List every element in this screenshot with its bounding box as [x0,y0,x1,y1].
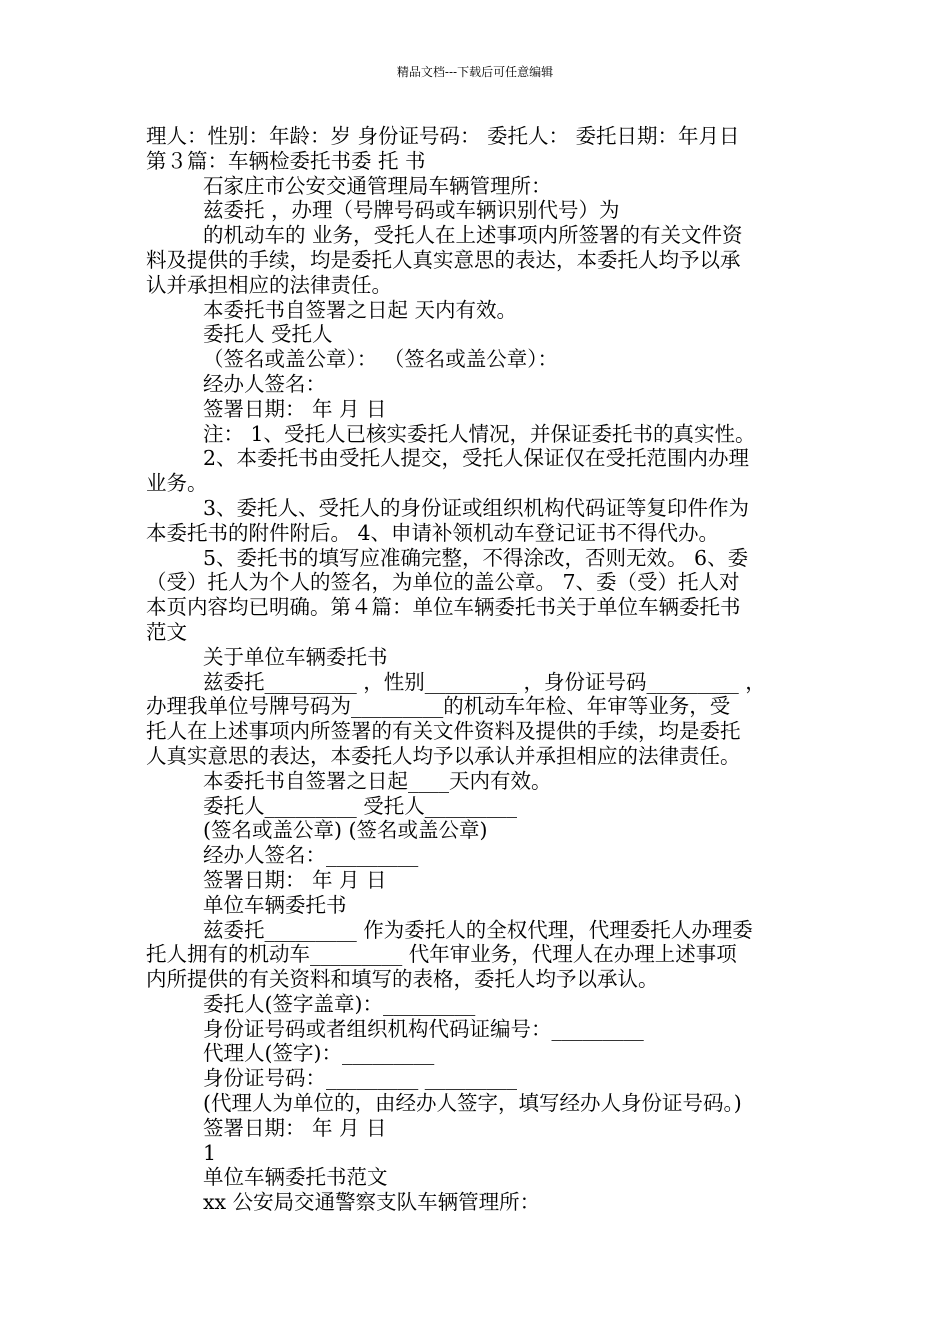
text-line: 内所提供的有关资料和填写的表格，委托人均予以承认。 [146,967,659,992]
text-line: （签名或盖公章）： （签名或盖公章）： [203,347,559,372]
text-line: 2、本委托书由受托人提交，受托人保证仅在受托范围内办理 [203,446,750,471]
text-line: xx 公安局交通警察支队车辆管理所： [203,1190,541,1215]
text-line: 本页内容均已明确。第４篇：单位车辆委托书关于单位车辆委托书 [146,595,741,620]
text-line: 本委托书的附件附后。 4、申请补领机动车登记证书不得代办。 [146,520,720,545]
text-line: 料及提供的手续，均是委托人真实意思的表达，本委托人均予以承 [146,247,741,272]
text-line: 兹委托_________ 作为委托人的全权代理，代理委托人办理委 [203,917,753,942]
text-line: 兹委托 ，办理（号牌号码或车辆识别代号）为 [203,198,620,223]
text-line: 理人：性别：年龄：岁 身份证号码： 委托人： 委托日期：年月日 [146,124,740,148]
section-heading: 单位车辆委托书 [203,892,347,917]
text-line: (签名或盖公章) (签名或盖公章) [203,818,488,843]
text-line: 3、委托人、受托人的身份证或组织机构代码证等复印件作为 [203,495,750,520]
section-heading: 单位车辆委托书范文 [203,1165,388,1190]
text-line: 5、委托书的填写应准确完整，不得涂改，否则无效。 6、委 [203,545,749,570]
text-line: 石家庄市公安交通管理局车辆管理所： [203,173,552,198]
text-line: 办理我单位号牌号码为_________的机动车年检、年审等业务，受 [146,694,731,719]
text-line: 认并承担相应的法律责任。 [146,272,392,297]
text-line: 签署日期： 年 月 日 [203,867,387,892]
text-line: 注： 1、受托人已核实委托人情况，并保证委托书的真实性。 [203,421,756,446]
text-line: 身份证号码或者组织机构代码证编号：_________ [203,1016,644,1041]
text-line: 的机动车的 业务，受托人在上述事项内所签署的有关文件资 [203,223,743,248]
text-line: (代理人为单位的，由经办人签字，填写经办人身份证号码。) [203,1091,742,1116]
text-line: 托人在上述事项内所签署的有关文件资料及提供的手续，均是委托 [146,719,741,744]
document-body [146,124,810,1215]
text-line: （受）托人为个人的签名，为单位的盖公章。 7、委（受）托人对 [146,570,740,595]
text-line: 签署日期： 年 月 日 [203,1115,387,1140]
text-line: 委托人_________ 受托人_________ [203,793,518,818]
text-line: 本委托书自签署之日起____天内有效。 [203,768,552,793]
text-line: 人真实意思的表达，本委托人均予以承认并承担相应的法律责任。 [146,743,741,768]
text-line: 经办人签名： [203,371,326,396]
text-line: 本委托书自签署之日起 天内有效。 [203,297,518,322]
text-line: 托人拥有的机动车_________ 代年审业务，代理人在办理上述事项 [146,942,737,967]
text-line: 业务。 [146,471,208,496]
text-line: 委托人(签字盖章)：_________ [203,991,476,1016]
section-heading: 关于单位车辆委托书 [203,644,388,669]
text-line: 经办人签名：_________ [203,843,419,868]
text-line: 代理人(签字)：_________ [203,1041,435,1066]
section-heading: 第３篇：车辆检委托书委 托 书 [146,148,426,173]
page-number: 1 [203,1140,217,1165]
text-line: 委托人 受托人 [203,322,333,347]
text-line: 范文 [146,619,187,644]
text-line: 签署日期： 年 月 日 [203,396,387,421]
text-line: 身份证号码：_________ _________ [203,1066,518,1091]
text-line: 兹委托_________ ，性别_________ ，身份证号码_________ ， [203,669,766,694]
page-header: 精品文档---下载后可任意编辑 [396,65,554,79]
